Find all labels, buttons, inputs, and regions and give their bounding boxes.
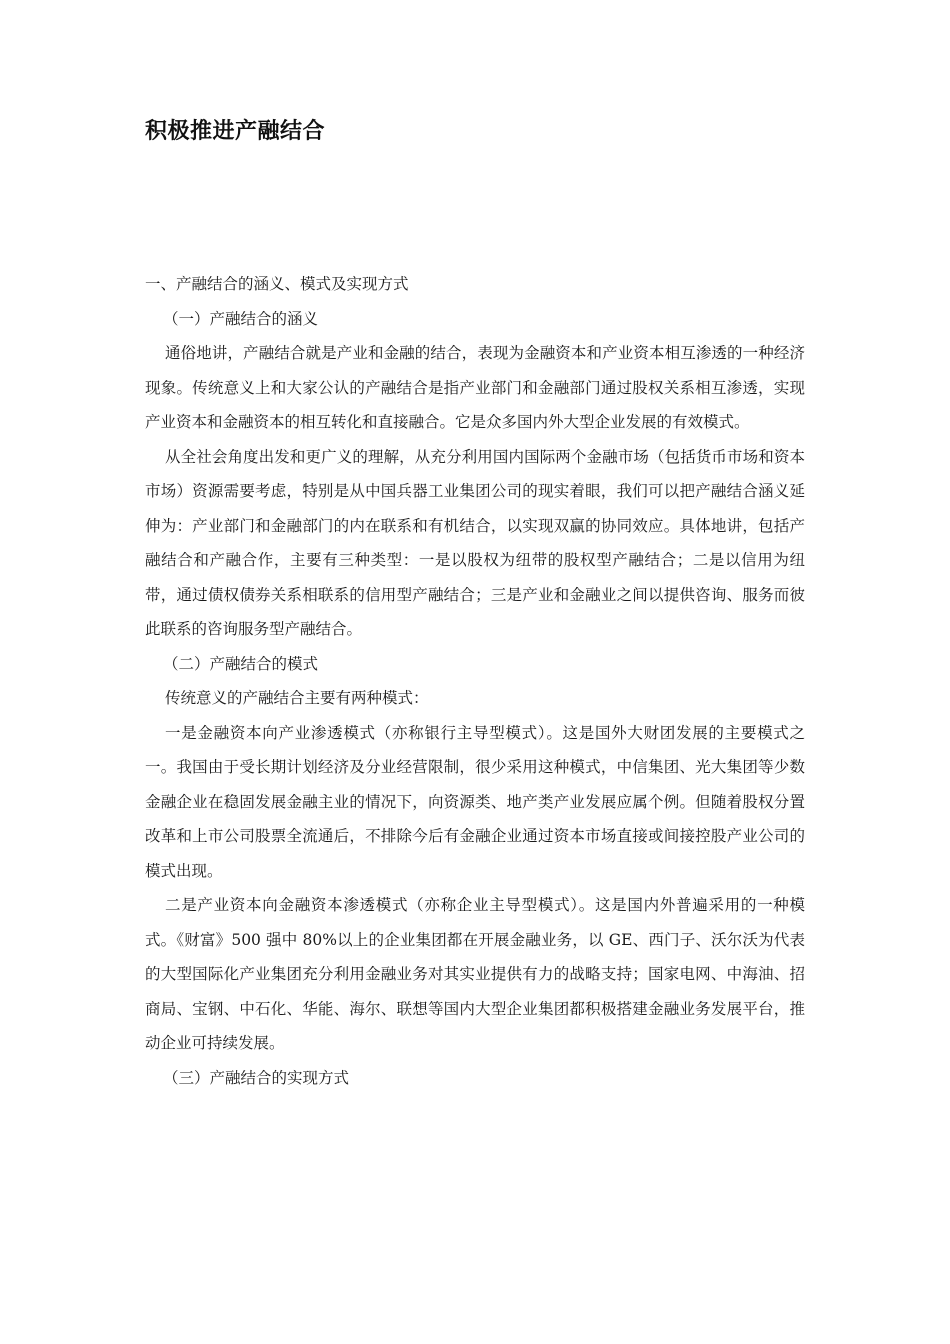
paragraph-mode-2: 二是产业资本向金融资本渗透模式（亦称企业主导型模式）。这是国内外普遍采用的一种模式。《财富》500 强中 80%以上的企业集团都在开展金融业务，以 GE、西门子、沃尔沃为代表的大型国际化产业集团充分利用金融业务对其实业提供有力的战略支持；国家电网、中海油、招商局、宝钢、中石化、华能、海尔、联想等国内大型企业集团都积极搭建金融业务发展平台，推动企业可持续发展。 xyxy=(145,896,805,1052)
paragraph-definition-2: 从全社会角度出发和更广义的理解，从充分利用国内国际两个金融市场（包括货币市场和资本市场）资源需要考虑，特别是从中国兵器工业集团公司的现实着眼，我们可以把产融结合涵义延伸为：产业部门和金融部门的内在联系和有机结合，以实现双赢的协同效应。具体地讲，包括产融结合和产融合作，主要有三种类型：一是以股权为纽带的股权型产融结合；二是以信用为纽带，通过债权债券关系相联系的信用型产融结合；三是产业和金融业之间以提供咨询、服务而彼此联系的咨询服务型产融结合。 xyxy=(145,447,805,638)
paragraph-mode-1: 一是金融资本向产业渗透模式（亦称银行主导型模式）。这是国外大财团发展的主要模式之一。我国由于受长期计划经济及分业经营限制，很少采用这种模式，中信集团、光大集团等少数金融企业在稳固发展金融主业的情况下，向资源类、地产类产业发展应属个例。但随着股权分置改革和上市公司股票全流通后，不排除今后有金融企业通过资本市场直接或间接控股产业公司的模式出现。 xyxy=(145,723,805,880)
document-title: 积极推进产融结合 xyxy=(145,119,326,144)
subsection-heading-2: （二）产融结合的模式 xyxy=(163,654,319,673)
paragraph-modes-intro: 传统意义的产融结合主要有两种模式： xyxy=(165,689,429,707)
subsection-heading-3: （三）产融结合的实现方式 xyxy=(163,1068,350,1087)
paragraph-definition-1: 通俗地讲，产融结合就是产业和金融的结合，表现为金融资本和产业资本相互渗透的一种经济现象。传统意义上和大家公认的产融结合是指产业部门和金融部门通过股权关系相互渗透，实现产业资本和金融资本的相互转化和直接融合。它是众多国内外大型企业发展的有效模式。 xyxy=(145,344,805,431)
section-heading-1: 一、产融结合的涵义、模式及实现方式 xyxy=(145,275,409,293)
subsection-heading-1: （一）产融结合的涵义 xyxy=(163,309,319,328)
document-body xyxy=(145,267,805,1095)
